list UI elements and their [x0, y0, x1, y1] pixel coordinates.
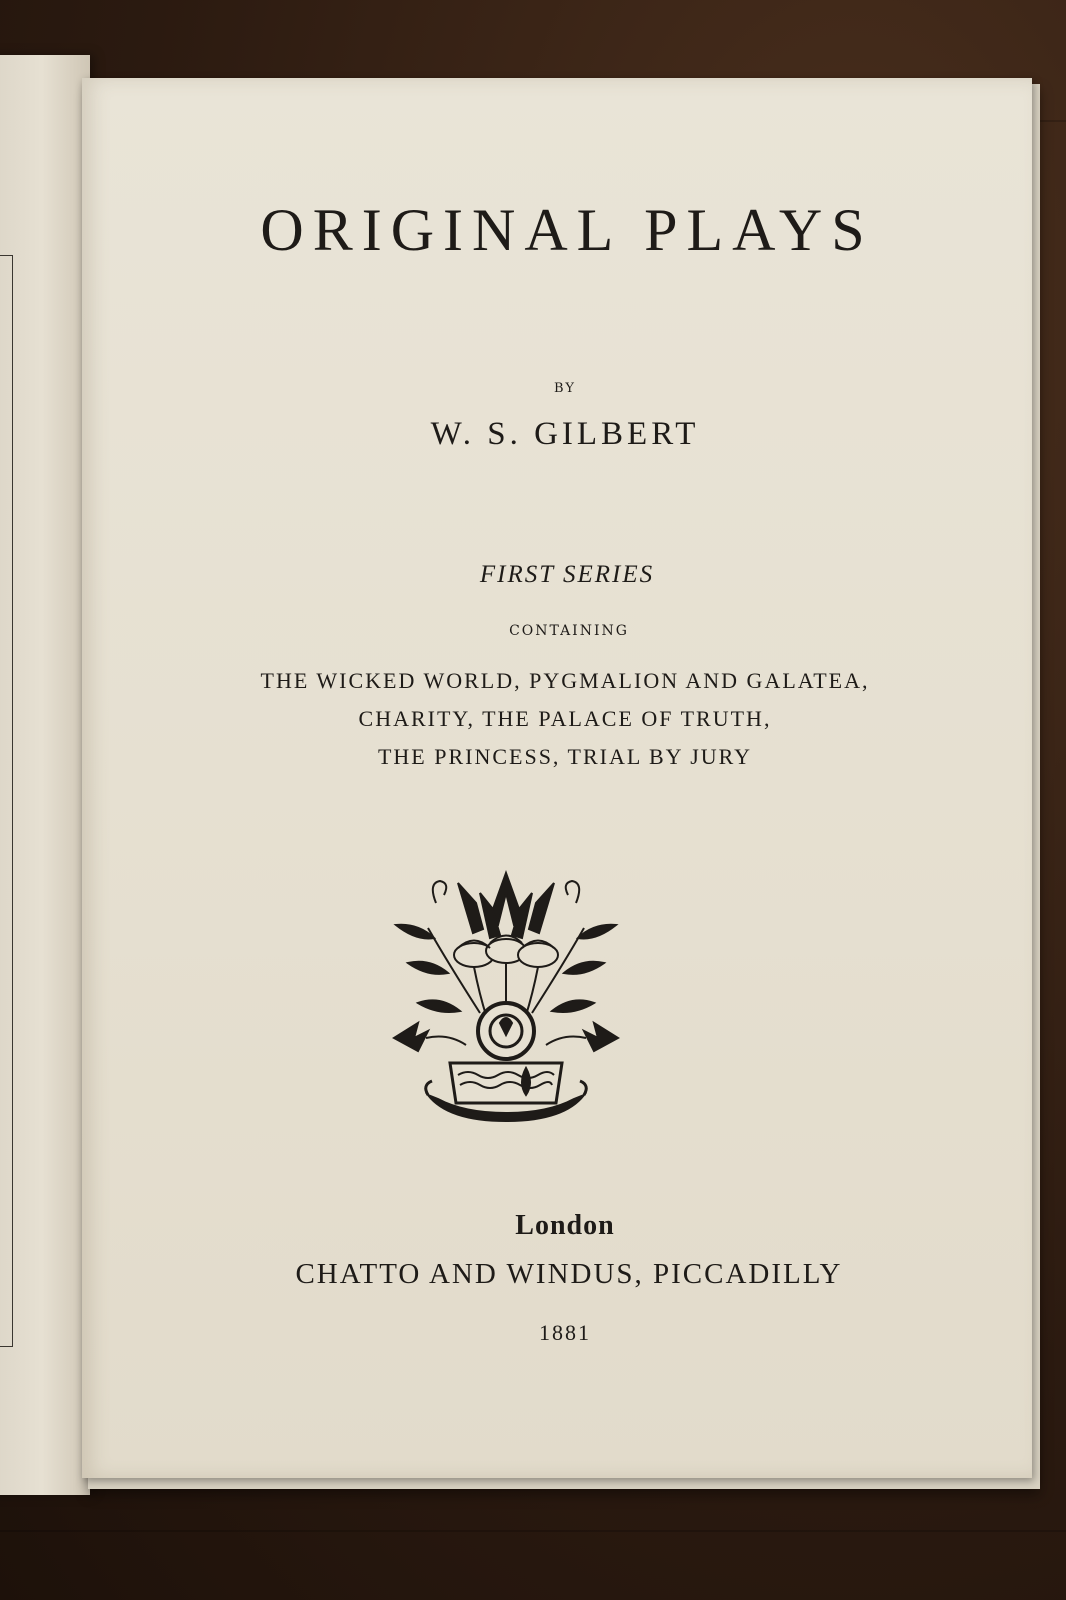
- contents-line: THE WICKED WORLD, PYGMALION AND GALATEA,: [260, 668, 870, 693]
- title-page: [82, 78, 1032, 1478]
- lotus-bouquet-emblem-icon: [388, 863, 624, 1133]
- containing-label: CONTAINING: [509, 623, 629, 639]
- wood-grain: [0, 1530, 1066, 1532]
- left-flyleaf-page: [0, 55, 90, 1495]
- left-page-rule-border: [0, 255, 13, 1347]
- publication-year: 1881: [539, 1320, 591, 1345]
- publication-place: London: [515, 1210, 615, 1241]
- by-label: BY: [554, 381, 576, 396]
- series-label: FIRST SERIES: [479, 561, 655, 588]
- author-name: W. S. GILBERT: [430, 416, 700, 452]
- contents-line: CHARITY, THE PALACE OF TRUTH,: [358, 706, 772, 731]
- book-title: ORIGINAL PLAYS: [260, 197, 874, 263]
- contents-line: THE PRINCESS, TRIAL BY JURY: [377, 744, 753, 769]
- publisher-name: CHATTO AND WINDUS, PICCADILLY: [295, 1258, 843, 1290]
